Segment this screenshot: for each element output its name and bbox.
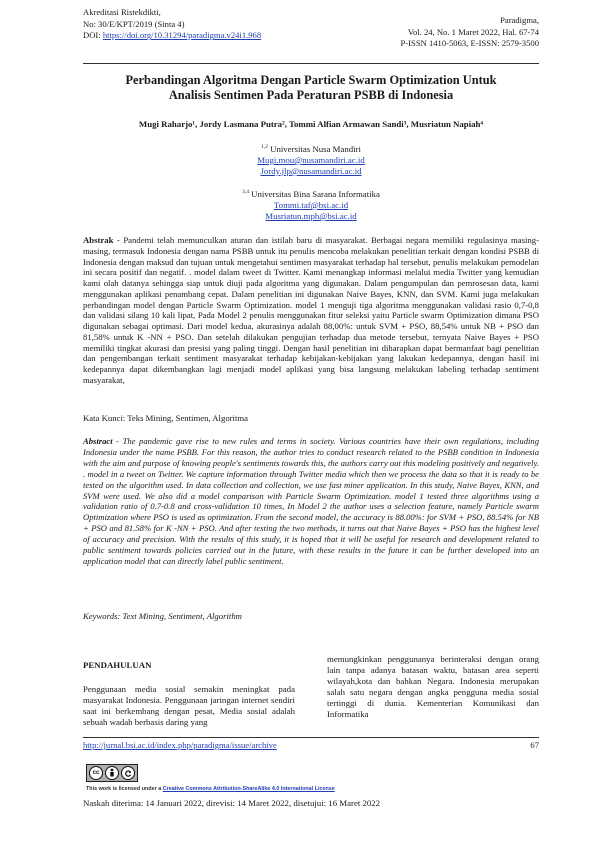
- journal-archive-link[interactable]: http://jurnal.bsi.ac.id/index.php/paradigma/issue/archive: [83, 740, 277, 750]
- page-number: 67: [530, 740, 539, 750]
- affiliation-1: [83, 142, 539, 177]
- journal-name: Paradigma,: [500, 15, 539, 25]
- author-email-1[interactable]: Mugi.mou@nusamandiri.ac.id: [257, 154, 365, 165]
- author-email-2[interactable]: Jordy.jlp@nusamandiri.ac.id: [260, 165, 362, 176]
- kata-kunci: Kata Kunci: Teks Mining, Sentimen, Algoritma: [83, 413, 248, 423]
- keywords: Keywords: Text Mining, Sentiment, Algorithm: [83, 611, 242, 621]
- intro-paragraph-right: memungkinkan penggunanya berinteraksi dengan orang lain tanpa adanya batasan waktu, batasan area seperti wilayah,kota dan bahkan Negara. Indonesia merupakan salah satu negara dengan angka pengguna media sosial tertinggi di dunia. Kementerian Komunikasi dan Informatika: [327, 654, 539, 720]
- affiliation-2: [83, 187, 539, 222]
- body-column-right: [327, 654, 539, 721]
- abstract-indonesian-label: Abstrak -: [83, 235, 120, 245]
- license-link[interactable]: Creative Commons Attribution-ShareAlike 4.0 International License: [162, 786, 335, 792]
- doi-line: [83, 30, 261, 42]
- by-icon: [105, 766, 119, 780]
- affiliation-1-name: Universitas Nusa Mandiri: [267, 143, 361, 154]
- abstract-english: [83, 436, 539, 567]
- abstract-indonesian-text: Pandemi telah memunculkan aturan dan istilah baru di masyarakat. Berbagai negara memiliki regulasinya masing-masing, termasuk Indonesia dengan nama PSBB untuk itu penulis mencoba melakukan penelitian terkait dengan kondisi PSBB di Indonesia dengan maksud dan tujuan untuk mengetahui sentimen masyarakat terhadap hal tersebut, penulis melakukan pemodelan ini secara positif dan negatif. . model dalam tweet di Twitter. Kami menangkap informasi melalui media Twitter yang kemudian kami olah datanya sehingga siap untuk diuji pada algoritma yang digunakan. Dalam pengumpulan dan pemrosesan data, kami menggunakan aplikasi penambang cepat. Dalam penelitian ini digunakan Naive Bayes, KNN, dan SVM. Kami juga melakukan perbandingan model dengan Particle Swarm Optimization. model 1 menguji tiga algoritma menggunakan validasi rasio 0,7-0,8 dan validasi silang 10 kali lipat, Pada Model 2 penulis menggunakan fitur seleksi yaitu Particle swarm Optimization dimana PSO digunakan sebagai optimasi. Dari model kedua, akurasinya adalah 88,00%: untuk SVM + PSO, 88,54% untuk NB + PSO dan 81,58% untuk K -NN + PSO. Dan setelah dilakukan pengujian terhadap dua metode tersebut, ternyata Naive Bayes + PSO memiliki tingkat akurasi dan presisi yang paling tinggi. Dengan hasil penelitian ini diharapkan dapat bermanfaat bagi penelitian dan pengembangan terkait sentiment masyarakat terhadap kebijakan-kebijakan yang lakukan kedepannya, dengan hasil ini kedepannya dapat dikembangkan lagi menjadi model aplikasi yang bisa langsung melakukan labeling terhadap sentiment masyarakat,: [83, 235, 539, 385]
- journal-info: [401, 15, 539, 50]
- affiliation-2-marker: 3,4: [242, 189, 249, 195]
- section-heading-pendahuluan: PENDAHULUAN: [83, 660, 152, 670]
- body-column-left: [83, 660, 295, 728]
- paper-title: [83, 73, 539, 102]
- intro-paragraph-left: Penggunaan media sosial semakin meningkat pada masyarakat Indonesia. Penggunaan jaringan internet sendiri saat ini berkembang dengan pesat, Media sosial adalah sebuah wadah berbasis daring yang: [83, 684, 295, 728]
- journal-archive-url[interactable]: [83, 740, 277, 750]
- abstract-indonesian: [83, 235, 539, 386]
- doi-label: DOI:: [83, 30, 103, 41]
- cc-license-badge[interactable]: [86, 764, 138, 782]
- journal-issn: P-ISSN 1410-5063, E-ISSN: 2579-3500: [400, 38, 539, 49]
- journal-accreditation: [83, 7, 261, 42]
- paper-title-line2: Analisis Sentimen Pada Peraturan PSBB di Indonesia: [168, 87, 454, 102]
- author-email-4[interactable]: Musriatun.mph@bsi.ac.id: [265, 210, 357, 221]
- submission-dates: Naskah diterima: 14 Januari 2022, direvisi: 14 Maret 2022, disetujui: 16 Maret 2022: [83, 798, 381, 808]
- affiliation-1-marker: 1,2: [261, 144, 268, 150]
- abstract-english-label: Abstract: [83, 436, 113, 446]
- license-statement: [86, 786, 335, 792]
- journal-volume: Vol. 24, No. 1 Maret 2022, Hal. 67-74: [407, 26, 539, 37]
- cc-icon: cc: [89, 766, 103, 780]
- accreditation-number: No: 30/E/KPT/2019 (Sinta 4): [83, 18, 185, 29]
- license-prefix: This work is licensed under a: [86, 786, 163, 792]
- header-divider: [83, 63, 539, 64]
- paper-title-line1: Perbandingan Algoritma Dengan Particle Swarm Optimization Untuk: [125, 73, 497, 87]
- doi-link[interactable]: https://doi.org/10.31294/paradigma.v24i1.968: [102, 30, 262, 41]
- footer-divider: [83, 737, 539, 738]
- abstract-english-text: - The pandemic gave rise to new rules and terms in society. Various countries have their own regulations, including Indonesia under the name PSBB. For this reason, the author tries to conduct research related to the PSBB condition in Indonesia with the aim and purpose of knowing people's sentiments towards this, the authors carry out this modeling positively and negatively. . model in a tweet on Twitter. We capture information through Twitter media which then we process the data so that it is ready to be tested on the algorithm used. In data collection and collection, we use fast miner application. In this study, Naive Bayes, KNN, and SVM were used. We also did a model comparison with Particle Swarm Optimization. model 1 tested three algorithms using a validation ratio of 0.7-0.8 and cross-validation 10 times, In Model 2 the author uses a selection feature, namely Particle swarm Optimization where PSO is used as optimization. From the second model, the accuracy is 88.00%: for SVM + PSO, 88.54% for NB + PSO and 81.58% for K -NN + PSO. And after testing the two methods, it turns out that Naive Bayes + PSO has the highest level of accuracy and precision. With the results of this study, it is hoped that it will be useful for research and development related to public sentiment towards policies carried out in the future, with these results in the future it can be further developed into an application model that can directly label public sentiment.: [83, 436, 539, 566]
- affiliation-2-name: Universitas Bina Sarana Informatika: [248, 188, 380, 199]
- accreditation-line: Akreditasi Ristekdikti,: [83, 7, 161, 17]
- author-email-3[interactable]: Tommi.taf@bsi.ac.id: [273, 199, 349, 210]
- author-list: Mugi Raharjo¹, Jordy Lasmana Putra², Tommi Alfian Armawan Sandi³, Musriatun Napiah⁴: [138, 119, 484, 129]
- sa-icon: [121, 766, 135, 780]
